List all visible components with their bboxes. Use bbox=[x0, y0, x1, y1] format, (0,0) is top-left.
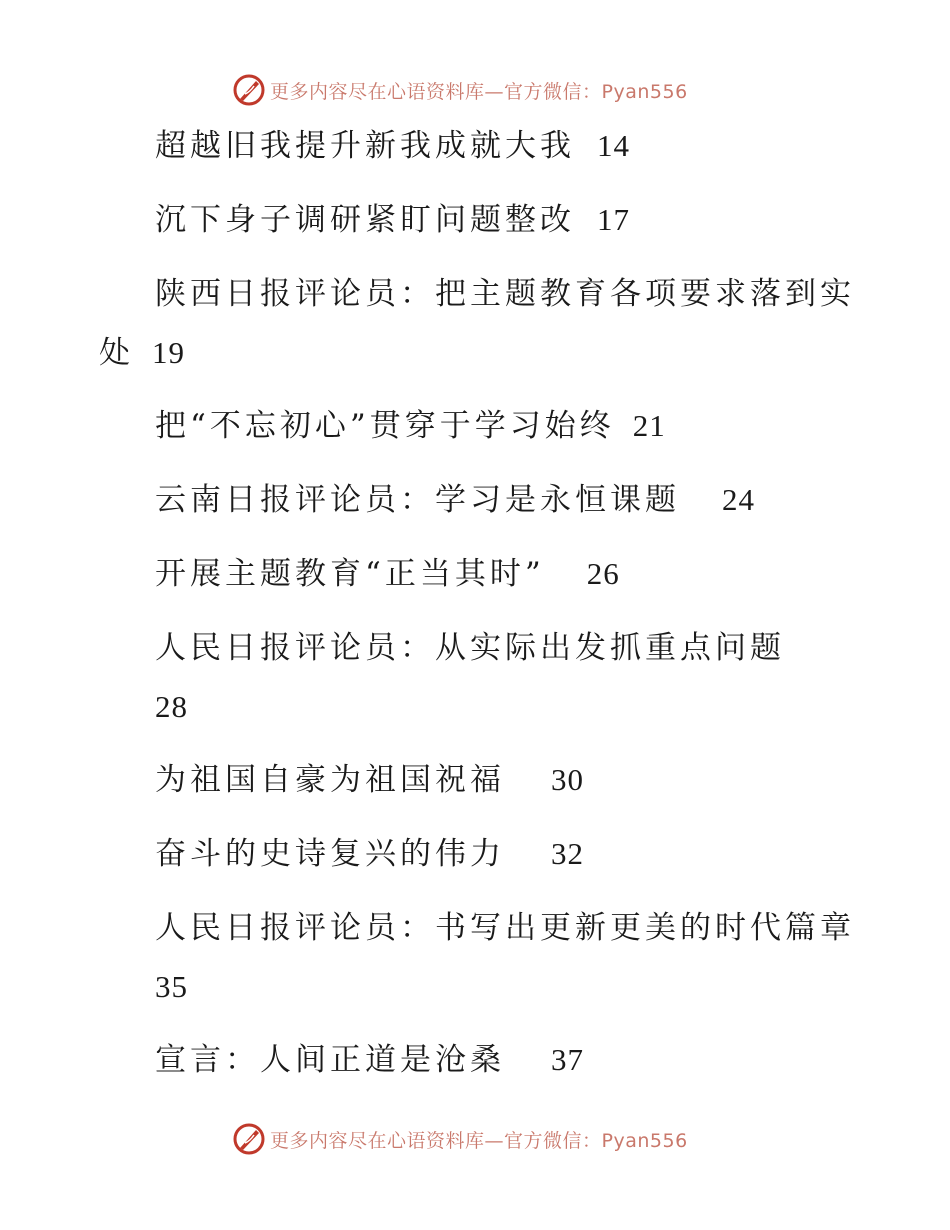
toc-entry: 开展主题教育“正当其时” 26 bbox=[155, 556, 620, 592]
watermark-text: 更多内容尽在心语资料库—官方微信：Pyan556 bbox=[270, 80, 688, 103]
toc-entry-continuation: 处 19 bbox=[99, 335, 185, 371]
toc-entry: 沉下身子调研紧盯问题整改 17 bbox=[155, 202, 630, 238]
quill-seal-icon bbox=[232, 1122, 266, 1156]
toc-entry: 人民日报评论员：书写出更新更美的时代篇章 bbox=[155, 910, 855, 946]
toc-entry: 陕西日报评论员：把主题教育各项要求落到实 bbox=[155, 276, 855, 312]
toc-page-number: 21 bbox=[632, 408, 666, 443]
toc-page-number: 28 bbox=[155, 689, 188, 724]
toc-page-number: 37 bbox=[551, 1042, 584, 1077]
toc-page-number: 17 bbox=[597, 202, 630, 237]
toc-entry: 人民日报评论员：从实际出发抓重点问题 bbox=[155, 630, 785, 666]
toc-entry: 为祖国自豪为祖国祝福 30 bbox=[155, 762, 584, 798]
toc-entry-continuation bbox=[155, 967, 188, 1007]
watermark-text: 更多内容尽在心语资料库—官方微信：Pyan556 bbox=[270, 1129, 688, 1152]
toc-page-number: 32 bbox=[551, 836, 584, 871]
toc-page-number: 30 bbox=[551, 762, 584, 797]
toc-entry: 奋斗的史诗复兴的伟力 32 bbox=[155, 836, 584, 872]
toc-entry: 云南日报评论员：学习是永恒课题 24 bbox=[155, 482, 755, 518]
toc-page-number: 26 bbox=[586, 556, 620, 591]
toc-page-number: 35 bbox=[155, 969, 188, 1004]
toc-entry-continuation bbox=[155, 687, 188, 727]
toc-page-number: 19 bbox=[152, 335, 185, 370]
toc-entry: 把“不忘初心”贯穿于学习始终 21 bbox=[155, 408, 666, 444]
footer-watermark bbox=[232, 1121, 688, 1157]
toc-page-number: 14 bbox=[597, 128, 630, 163]
toc-entry: 宣言：人间正道是沧桑 37 bbox=[155, 1042, 584, 1078]
toc-page-number: 24 bbox=[722, 482, 755, 517]
toc-entry: 超越旧我提升新我成就大我 14 bbox=[155, 128, 630, 164]
